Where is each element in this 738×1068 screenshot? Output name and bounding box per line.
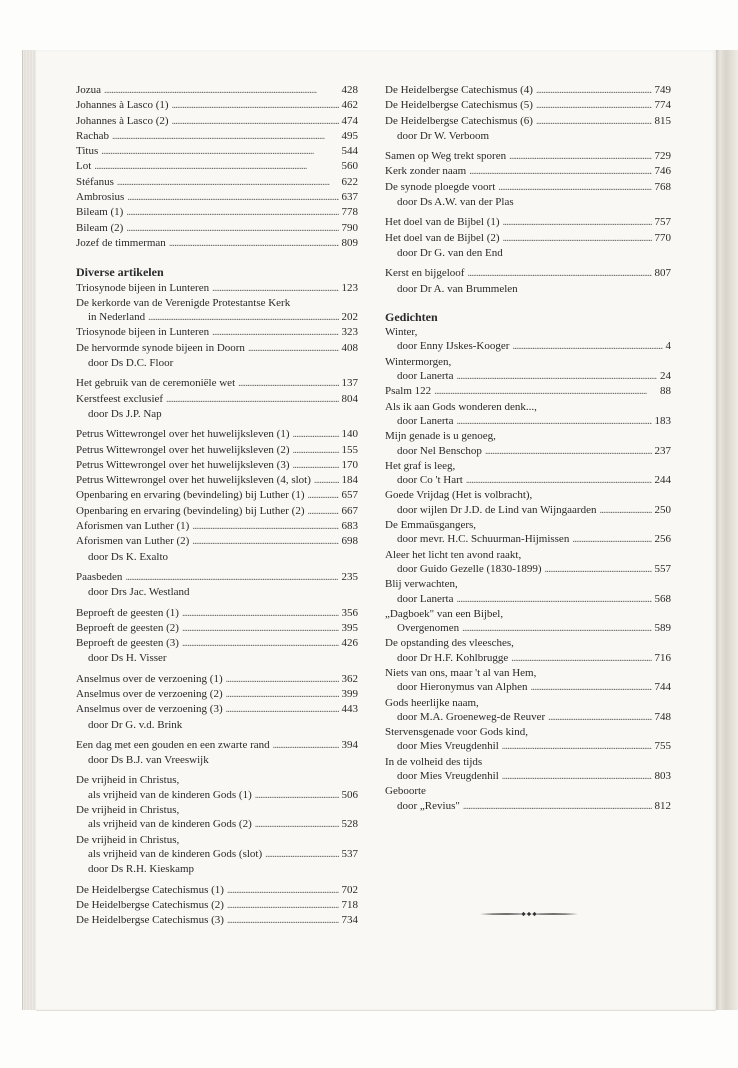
toc-entry: Anselmus over de verzoening (3) . . . 443 (76, 702, 358, 717)
toc-entry: Bileam (2) . . . 790 (76, 221, 358, 236)
toc-entry: Beproeft de geesten (1) . . . 356 (76, 606, 358, 621)
toc-entry: Het doel van de Bijbel (1) . . . 757 (385, 215, 671, 230)
toc-entry: Het gebruik van de ceremoniële wet . . . 137 (76, 376, 358, 391)
toc-entry-line: De kerkorde van de Verenigde Protestantse Kerk (76, 296, 291, 309)
toc-entry: door Mies Vreugdenhil . . . 755 (385, 739, 671, 754)
toc-group-persons (76, 83, 358, 251)
author-line: door Dr G. van den End (397, 246, 503, 259)
author-line: door Drs Jac. Westland (88, 586, 190, 599)
toc-entry: door Enny IJskes-Kooger . . . 4 (385, 339, 671, 354)
poem-title: Stervensgenade voor Gods kind, (385, 726, 528, 739)
toc-entry: door Lanerta . . . 183 (385, 414, 671, 429)
toc-entry: Petrus Wittewrongel over het huwelijksleven (4, slot) . . . 184 (76, 473, 358, 488)
toc-entry: door Guido Gezelle (1830-1899) . . . 557 (385, 562, 671, 577)
facing-page-edge (716, 50, 738, 1010)
toc-entry: door Lanerta . . . 568 (385, 592, 671, 607)
author-line: door Dr G. v.d. Brink (88, 718, 183, 731)
toc-entry: Lot . . . 560 (76, 159, 358, 174)
toc-entry: Titus . . . 544 (76, 144, 358, 159)
toc-entry-line: De vrijheid in Christus, (76, 804, 180, 817)
toc-entry: De Heidelbergse Catechismus (2) . . . 718 (76, 898, 358, 913)
poem-title: Goede Vrijdag (Het is volbracht), (385, 489, 533, 502)
toc-entry: Petrus Wittewrongel over het huwelijksleven (2) . . . 155 (76, 443, 358, 458)
poem-title: Blij verwachten, (385, 578, 458, 591)
toc-entry: Openbaring en ervaring (bevindeling) bij Luther (2) . . . 667 (76, 504, 358, 519)
toc-entry: in Nederland . . . 202 (76, 310, 358, 325)
toc-entry: Triosynode bijeen in Lunteren . . . 123 (76, 281, 358, 296)
toc-entry: Johannes à Lasco (2) . . . 474 (76, 114, 358, 129)
poem-title: Wintermorgen, (385, 355, 452, 368)
section-heading-gedichten: Gedichten (385, 309, 438, 324)
poem-title: Aleer het licht ten avond raakt, (385, 548, 522, 561)
author-line: door Ds H. Visser (88, 652, 167, 665)
left-column (76, 83, 358, 928)
toc-entry: De hervormde synode bijeen in Doorn . . . 408 (76, 341, 358, 356)
toc-entry: Petrus Wittewrongel over het huwelijksleven (1) . . . 140 (76, 427, 358, 442)
toc-entry: door mevr. H.C. Schuurman-Hijmissen . . . 256 (385, 532, 671, 547)
toc-entry: Paasbeden . . . 235 (76, 570, 358, 585)
toc-entry: Psalm 122 . . . 88 (385, 384, 671, 399)
author-line: door Ds B.J. van Vreeswijk (88, 754, 209, 767)
toc-entry: Openbaring en ervaring (bevindeling) bij Luther (1) . . . 657 (76, 488, 358, 503)
toc-entry: door Hieronymus van Alphen . . . 744 (385, 680, 671, 695)
poem-title: Winter, (385, 326, 418, 339)
toc-entry-line: De vrijheid in Christus, (76, 833, 180, 846)
toc-entry: door wijlen Dr J.D. de Lind van Wijngaarden . . . 250 (385, 503, 671, 518)
toc-entry: Bileam (1) . . . 778 (76, 205, 358, 220)
toc-entry: Aforismen van Luther (1) . . . 683 (76, 519, 358, 534)
author-line: door Ds K. Exalto (88, 550, 169, 563)
section-heading-diverse: Diverse artikelen (76, 265, 164, 280)
author-line: door Ds R.H. Kieskamp (88, 863, 195, 876)
poem-title: Gods heerlijke naam, (385, 696, 479, 709)
toc-entry: Johannes à Lasco (1) . . . 462 (76, 98, 358, 113)
toc-entry: Kerst en bijgeloof . . . 807 (385, 266, 671, 281)
toc-entry: als vrijheid van de kinderen Gods (1) . . . 506 (76, 788, 358, 803)
toc-entry: door Nel Benschop . . . 237 (385, 444, 671, 459)
toc-entry: Rachab . . . 495 (76, 129, 358, 144)
toc-entry: Triosynode bijeen in Lunteren . . . 323 (76, 325, 358, 340)
toc-entry: Beproeft de geesten (3) . . . 426 (76, 636, 358, 651)
poem-title: In de volheid des tijds (385, 755, 483, 768)
toc-entry: De Heidelbergse Catechismus (3) . . . 734 (76, 913, 358, 928)
poem-title: „Dagboek" van een Bijbel, (385, 607, 504, 620)
toc-entry: door M.A. Groeneweg-de Reuver . . . 748 (385, 710, 671, 725)
toc-entry-line: De vrijheid in Christus, (76, 774, 180, 787)
toc-entry: Anselmus over de verzoening (1) . . . 362 (76, 672, 358, 687)
page-stack-edge (22, 50, 37, 1010)
toc-entry: Kerk zonder naam . . . 746 (385, 164, 671, 179)
toc-entry: De synode ploegde voort . . . 768 (385, 180, 671, 195)
toc-entry: De Heidelbergse Catechismus (6) . . . 815 (385, 114, 671, 129)
toc-entry: Petrus Wittewrongel over het huwelijksleven (3) . . . 170 (76, 458, 358, 473)
toc-entry: Anselmus over de verzoening (2) . . . 399 (76, 687, 358, 702)
poem-title: Als ik aan Gods wonderen denk..., (385, 400, 537, 413)
toc-entry: door Dr H.F. Kohlbrugge . . . 716 (385, 651, 671, 666)
toc-entry: Een dag met een gouden en een zwarte rand . . . 394 (76, 738, 358, 753)
toc-entry: Ambrosius . . . 637 (76, 190, 358, 205)
toc-entry: Kerstfeest exclusief . . . 804 (76, 392, 358, 407)
toc-entry: Samen op Weg trekt sporen . . . 729 (385, 149, 671, 164)
poem-title: Het graf is leeg, (385, 459, 456, 472)
author-line: door Ds J.P. Nap (88, 407, 162, 420)
toc-entry: De Heidelbergse Catechismus (4) . . . 749 (385, 83, 671, 98)
author-line: door Ds A.W. van der Plas (397, 196, 514, 209)
toc-entry: De Heidelbergse Catechismus (1) . . . 702 (76, 883, 358, 898)
ornament-divider-icon (480, 910, 578, 918)
toc-entry: Het doel van de Bijbel (2) . . . 770 (385, 231, 671, 246)
toc-entry: De Heidelbergse Catechismus (5) . . . 774 (385, 98, 671, 113)
toc-entry: als vrijheid van de kinderen Gods (2) . . . 528 (76, 817, 358, 832)
toc-entry: door Mies Vreugdenhil . . . 803 (385, 769, 671, 784)
author-line: door Ds D.C. Floor (88, 357, 174, 370)
author-line: door Dr W. Verboom (397, 129, 490, 142)
toc-entry: Beproeft de geesten (2) . . . 395 (76, 621, 358, 636)
poem-title: De opstanding des vleesches, (385, 637, 514, 650)
author-line: door Dr A. van Brummelen (397, 282, 518, 295)
poem-title: De Emmaüsgangers, (385, 519, 477, 532)
toc-entry: door Co 't Hart . . . 244 (385, 473, 671, 488)
poem-title: Niets van ons, maar 't al van Hem, (385, 666, 537, 679)
poem-title: Mijn genade is u genoeg, (385, 430, 496, 443)
toc-entry: Overgenomen . . . 589 (385, 621, 671, 636)
toc-entry: Jozef de timmerman . . . 809 (76, 236, 358, 251)
toc-entry: Aforismen van Luther (2) . . . 698 (76, 534, 358, 549)
right-column (385, 83, 671, 814)
toc-entry: Stéfanus . . . 622 (76, 175, 358, 190)
toc-entry: Jozua . . . 428 (76, 83, 358, 98)
toc-entry: als vrijheid van de kinderen Gods (slot) . . . 537 (76, 847, 358, 862)
toc-entry: door „Revius" . . . 812 (385, 799, 671, 814)
toc-entry: door Lanerta . . . 24 (385, 369, 671, 384)
poem-title: Geboorte (385, 785, 426, 798)
